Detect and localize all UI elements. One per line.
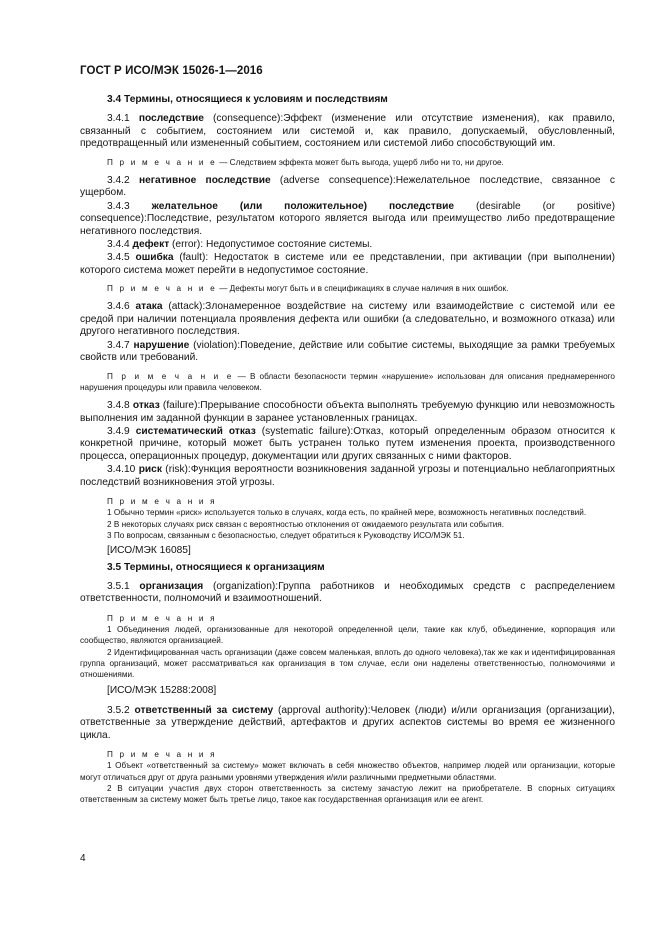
term-number: 3.5.1 bbox=[107, 580, 130, 592]
term-entry bbox=[80, 113, 615, 150]
term-number: 3.4.9 bbox=[107, 425, 130, 437]
term-entry bbox=[80, 175, 615, 200]
term-name: дефект bbox=[132, 238, 170, 250]
term-name: нарушение bbox=[133, 339, 190, 351]
term-entry bbox=[80, 252, 615, 277]
term-entry bbox=[80, 201, 615, 238]
note-label: П р и м е ч а н и е bbox=[107, 284, 217, 294]
term-entry bbox=[80, 581, 615, 606]
term-number: 3.4.6 bbox=[107, 301, 130, 313]
note-label: П р и м е ч а н и е bbox=[107, 157, 217, 167]
term-number: 3.4.4 bbox=[107, 238, 130, 250]
term-name: желательное (или положительное) последствие bbox=[151, 200, 455, 212]
notes-heading: П р и м е ч а н и я bbox=[107, 750, 217, 760]
term-number: 3.4.7 bbox=[107, 339, 130, 351]
term-name: ошибка bbox=[135, 252, 174, 264]
source-reference: [ИСО/МЭК 15288:2008] bbox=[107, 684, 217, 696]
term-entry bbox=[80, 464, 615, 489]
term-definition: (systematic failure):Отказ, который определенным образом относится к конкретной причине, который может быть устранен только путем изменения проекта, производственного процесса, операционных процедур, документации или других связанных с ними факторов. bbox=[80, 425, 615, 462]
term-name: негативное последствие bbox=[138, 174, 271, 186]
term-name: ответственный за систему bbox=[134, 704, 274, 716]
note bbox=[80, 157, 615, 168]
term-number: 3.4.3 bbox=[107, 200, 130, 212]
note-text: — Дефекты могут быть и в спецификациях в случае наличия в них ошибок. bbox=[216, 284, 509, 294]
notes-heading: П р и м е ч а н и я bbox=[107, 496, 217, 506]
term-number: 3.5.2 bbox=[107, 704, 130, 716]
note-text: — В области безопасности термин «нарушение» использован для описания преднамеренного нарушения процедуры или правила человеком. bbox=[80, 371, 615, 392]
term-name: организация bbox=[139, 580, 204, 592]
term-name: последствие bbox=[138, 113, 204, 125]
section-heading-3-5: 3.5 Термины, относящиеся к организациям bbox=[107, 561, 325, 573]
term-number: 3.4.10 bbox=[107, 464, 136, 476]
note-item: 2 В некоторых случаях риск связан с вероятностью отклонения от ожидаемого результата или события. bbox=[107, 519, 505, 529]
note-item: 1 Объект «ответственный за систему» может включать в себя множество объектов, например людей или организации, которые могут отличаться друг от друга разными уровнями утверждения и/или различными предметными областями. bbox=[80, 761, 615, 782]
term-number: 3.4.8 bbox=[107, 400, 130, 412]
term-definition: (error): Недопустимое состояние системы. bbox=[169, 238, 373, 250]
term-entry bbox=[80, 301, 615, 338]
notes-heading: П р и м е ч а н и я bbox=[107, 613, 217, 623]
term-definition: (attack):Злонамеренное воздействие на систему или взаимодействие с системой или ее средой при наличии потенциала проявления дефекта или ошибки (а следовательно, и возможного отказа) или другого негативного последствия. bbox=[80, 301, 615, 338]
page-body bbox=[80, 94, 615, 810]
term-name: риск bbox=[138, 464, 162, 476]
term-definition: (desirable (or positive) consequence):Последствие, результатом которого является выгода или преимущество либо предотвращение негативного последствия. bbox=[80, 200, 615, 237]
document-header: ГОСТ Р ИСО/МЭК 15026-1—2016 bbox=[80, 65, 263, 77]
note bbox=[80, 371, 615, 394]
term-number: 3.4.1 bbox=[107, 113, 130, 125]
notes-block bbox=[80, 613, 615, 681]
term-entry bbox=[80, 340, 615, 365]
term-entry bbox=[80, 426, 615, 463]
term-definition: (organization):Группа работников и необходимых средств с распределением ответственности, полномочий и взаимоотношений. bbox=[80, 580, 615, 605]
term-name: отказ bbox=[132, 400, 160, 412]
term-number: 3.4.5 bbox=[107, 252, 130, 264]
notes-block bbox=[80, 496, 615, 541]
note-item: 3 По вопросам, связанным с безопасностью, следует обратиться к Руководству ИСО/МЭК 51. bbox=[107, 530, 465, 540]
term-definition: (risk):Функция вероятности возникновения заданной угрозы и потенциально неблагоприятных последствий возникновения этой угрозы. bbox=[80, 464, 615, 488]
note-item: 2 Идентифицированная часть организации (даже совсем маленькая, вплоть до одного человека),так же как и идентифицированная группа организаций, может рассматриваться как организация в том случае, если они наделены ответственностью, полномочиями и отношениями. bbox=[80, 647, 615, 680]
note-item: 1 Обычно термин «риск» используется только в случаях, когда есть, по крайней мере, возможность негативных последствий. bbox=[107, 508, 587, 518]
term-entry bbox=[80, 705, 615, 742]
note-item: 2 В ситуации участия двух сторон ответственность за систему зачастую лежит на приобретателе. В спорных ситуациях ответственным за систему может быть третье лицо, такое как государственная организация или ее агент. bbox=[80, 784, 615, 805]
note-text: — Следствием эффекта может быть выгода, ущерб либо ни то, ни другое. bbox=[216, 157, 504, 167]
term-definition: (adverse consequence):Нежелательное последствие, связанное с ущербом. bbox=[80, 174, 615, 199]
term-entry bbox=[80, 400, 615, 425]
term-definition: (approval authority):Человек (люди) и/или организация (организации), ответственные за утверждение действий, артефактов и других аспектов системы во время ее жизненного цикла. bbox=[80, 704, 615, 741]
term-entry bbox=[80, 239, 615, 251]
note bbox=[80, 283, 615, 294]
section-heading-3-4: 3.4 Термины, относящиеся к условиям и последствиям bbox=[107, 94, 388, 105]
term-definition: (consequence):Эффект (изменение или отсутствие изменения), как правило, связанный с событием, состоянием или системой и, как правило, допускаемый, обусловленный, предотвращенный или измененный событием, состоянием или системой либо способствующий им. bbox=[80, 113, 615, 150]
term-name: систематический отказ bbox=[135, 425, 256, 437]
source-reference: [ИСО/МЭК 16085] bbox=[107, 545, 191, 557]
term-definition: (fault): Недостаток в системе или ее представлении, при активации (при выполнении) которого система может перейти в недопустимое состояние. bbox=[80, 252, 615, 276]
note-label: П р и м е ч а н и е bbox=[107, 371, 234, 381]
term-definition: (failure):Прерывание способности объекта выполнять требуемую функцию или невозможность выполнения им заданной функции в заранее установленных границах. bbox=[80, 400, 615, 424]
term-number: 3.4.2 bbox=[107, 174, 130, 186]
page-number: 4 bbox=[80, 853, 86, 864]
term-name: атака bbox=[135, 301, 163, 313]
term-definition: (violation):Поведение, действие или событие системы, выходящие за рамки требуемых свойств или требований. bbox=[80, 339, 615, 364]
note-item: 1 Объединения людей, организованные для некоторой определенной цели, такие как клуб, объединение, корпорация или сообщество, являются организацией. bbox=[80, 625, 615, 646]
notes-block bbox=[80, 749, 615, 805]
